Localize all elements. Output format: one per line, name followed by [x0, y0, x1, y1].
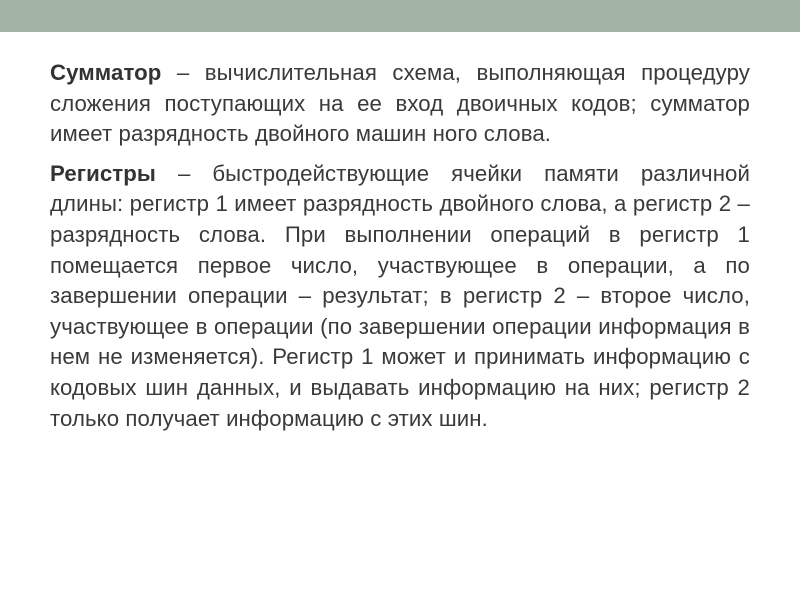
registers-definition-paragraph [50, 159, 750, 434]
adder-definition-text: – вычислительная схема, выполняющая процедуру сложения поступающих на ее вход двоичных кодов; сумматор имеет разрядность двойного машин ного слова. [50, 60, 750, 147]
registers-term: Регистры [50, 160, 156, 186]
adder-definition-paragraph [50, 58, 750, 150]
slide-content [50, 58, 750, 434]
registers-definition-text: – быстродействующие ячейки памяти различной длины: регистр 1 имеет разрядность двойного слова, а регистр 2 – разрядность слова. При выполнении операций в регистр 1 помещается первое число, участвующее в операции, а по завершении операции – результат; в регистр 2 – второе число, участвующее в операции (по завершении операции информация в нем не изменяется). Регистр 1 может и принимать информацию с кодовых шин данных, и выдавать информацию на них; регистр 2 только получает информацию с этих шин. [50, 160, 750, 431]
slide-header-bar [0, 0, 800, 32]
adder-term: Сумматор [50, 60, 162, 85]
